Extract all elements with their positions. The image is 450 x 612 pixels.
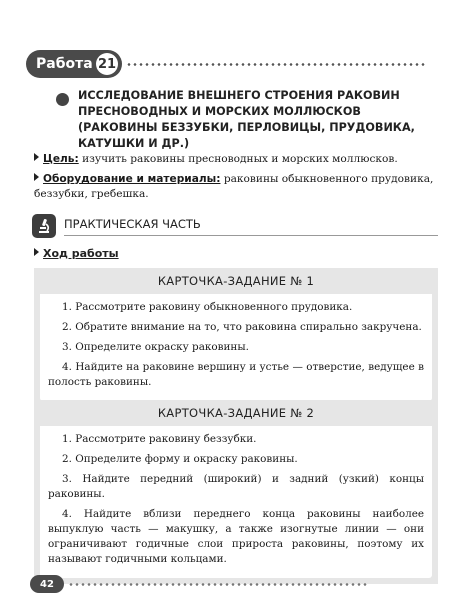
task-item: 2. Обратите внимание на то, что раковина спирально закручена. bbox=[62, 321, 422, 333]
equipment-label: Оборудование и материалы: bbox=[43, 173, 221, 185]
task-list bbox=[48, 300, 424, 390]
microscope-icon bbox=[32, 214, 56, 238]
practical-divider bbox=[64, 235, 438, 236]
work-badge bbox=[26, 50, 122, 78]
triangle-bullet-icon bbox=[34, 153, 39, 161]
triangle-bullet-icon bbox=[34, 173, 39, 181]
task-item: 3. Найдите передний (широкий) и задний (узкий) концы раковины. bbox=[48, 473, 424, 500]
progress-heading bbox=[34, 247, 119, 260]
footer-dotted-rule bbox=[68, 583, 368, 586]
progress-label: Ход работы bbox=[43, 247, 119, 260]
title-bullet-icon bbox=[56, 93, 69, 106]
task-card-2 bbox=[34, 400, 438, 584]
practical-section-title: ПРАКТИЧЕСКАЯ ЧАСТЬ bbox=[64, 217, 201, 231]
task-item: 4. Найдите вблизи переднего конца раковины наиболее выпуклую часть — макушку, а также изогнутые линии — они ограничивают годичные слои прироста раковины, поэтому их называют годичными кольцами. bbox=[48, 508, 424, 565]
page-title: ИССЛЕДОВАНИЕ ВНЕШНЕГО СТРОЕНИЯ РАКОВИН ПРЕСНОВОДНЫХ И МОРСКИХ МОЛЛЮСКОВ (РАКОВИНЫ БЕЗЗУБКИ, ПЕРЛОВИЦЫ, ПРУДОВИКА, КАТУШКИ И ДР.) bbox=[78, 89, 415, 150]
task-item: 3. Определите окраску раковины. bbox=[62, 341, 249, 353]
task-card-title: КАРТОЧКА-ЗАДАНИЕ № 1 bbox=[34, 268, 438, 294]
task-card-body bbox=[40, 406, 432, 578]
goal-label: Цель: bbox=[43, 153, 79, 165]
task-card-body bbox=[40, 274, 432, 401]
task-card-title: КАРТОЧКА-ЗАДАНИЕ № 2 bbox=[34, 400, 438, 426]
header-dotted-rule bbox=[126, 63, 426, 66]
goal-paragraph bbox=[34, 152, 438, 167]
task-list bbox=[48, 432, 424, 567]
task-item: 2. Определите форму и окраску раковины. bbox=[62, 453, 298, 465]
equipment-text: раковины обыкновенного прудовика, беззубки, гребешка. bbox=[34, 173, 434, 200]
work-number: 21 bbox=[96, 53, 118, 75]
page-number: 42 bbox=[30, 575, 64, 593]
task-item: 1. Рассмотрите раковину обыкновенного прудовика. bbox=[62, 301, 353, 313]
goal-text: изучить раковины пресноводных и морских моллюсков. bbox=[78, 153, 398, 165]
equipment-paragraph bbox=[34, 172, 438, 202]
task-item: 4. Найдите на раковине вершину и устье — отверстие, ведущее в полость раковины. bbox=[48, 361, 424, 388]
task-card-1 bbox=[34, 268, 438, 407]
task-item: 1. Рассмотрите раковину беззубки. bbox=[62, 433, 257, 445]
triangle-bullet-icon bbox=[34, 248, 39, 256]
work-label: Работа bbox=[36, 56, 93, 72]
